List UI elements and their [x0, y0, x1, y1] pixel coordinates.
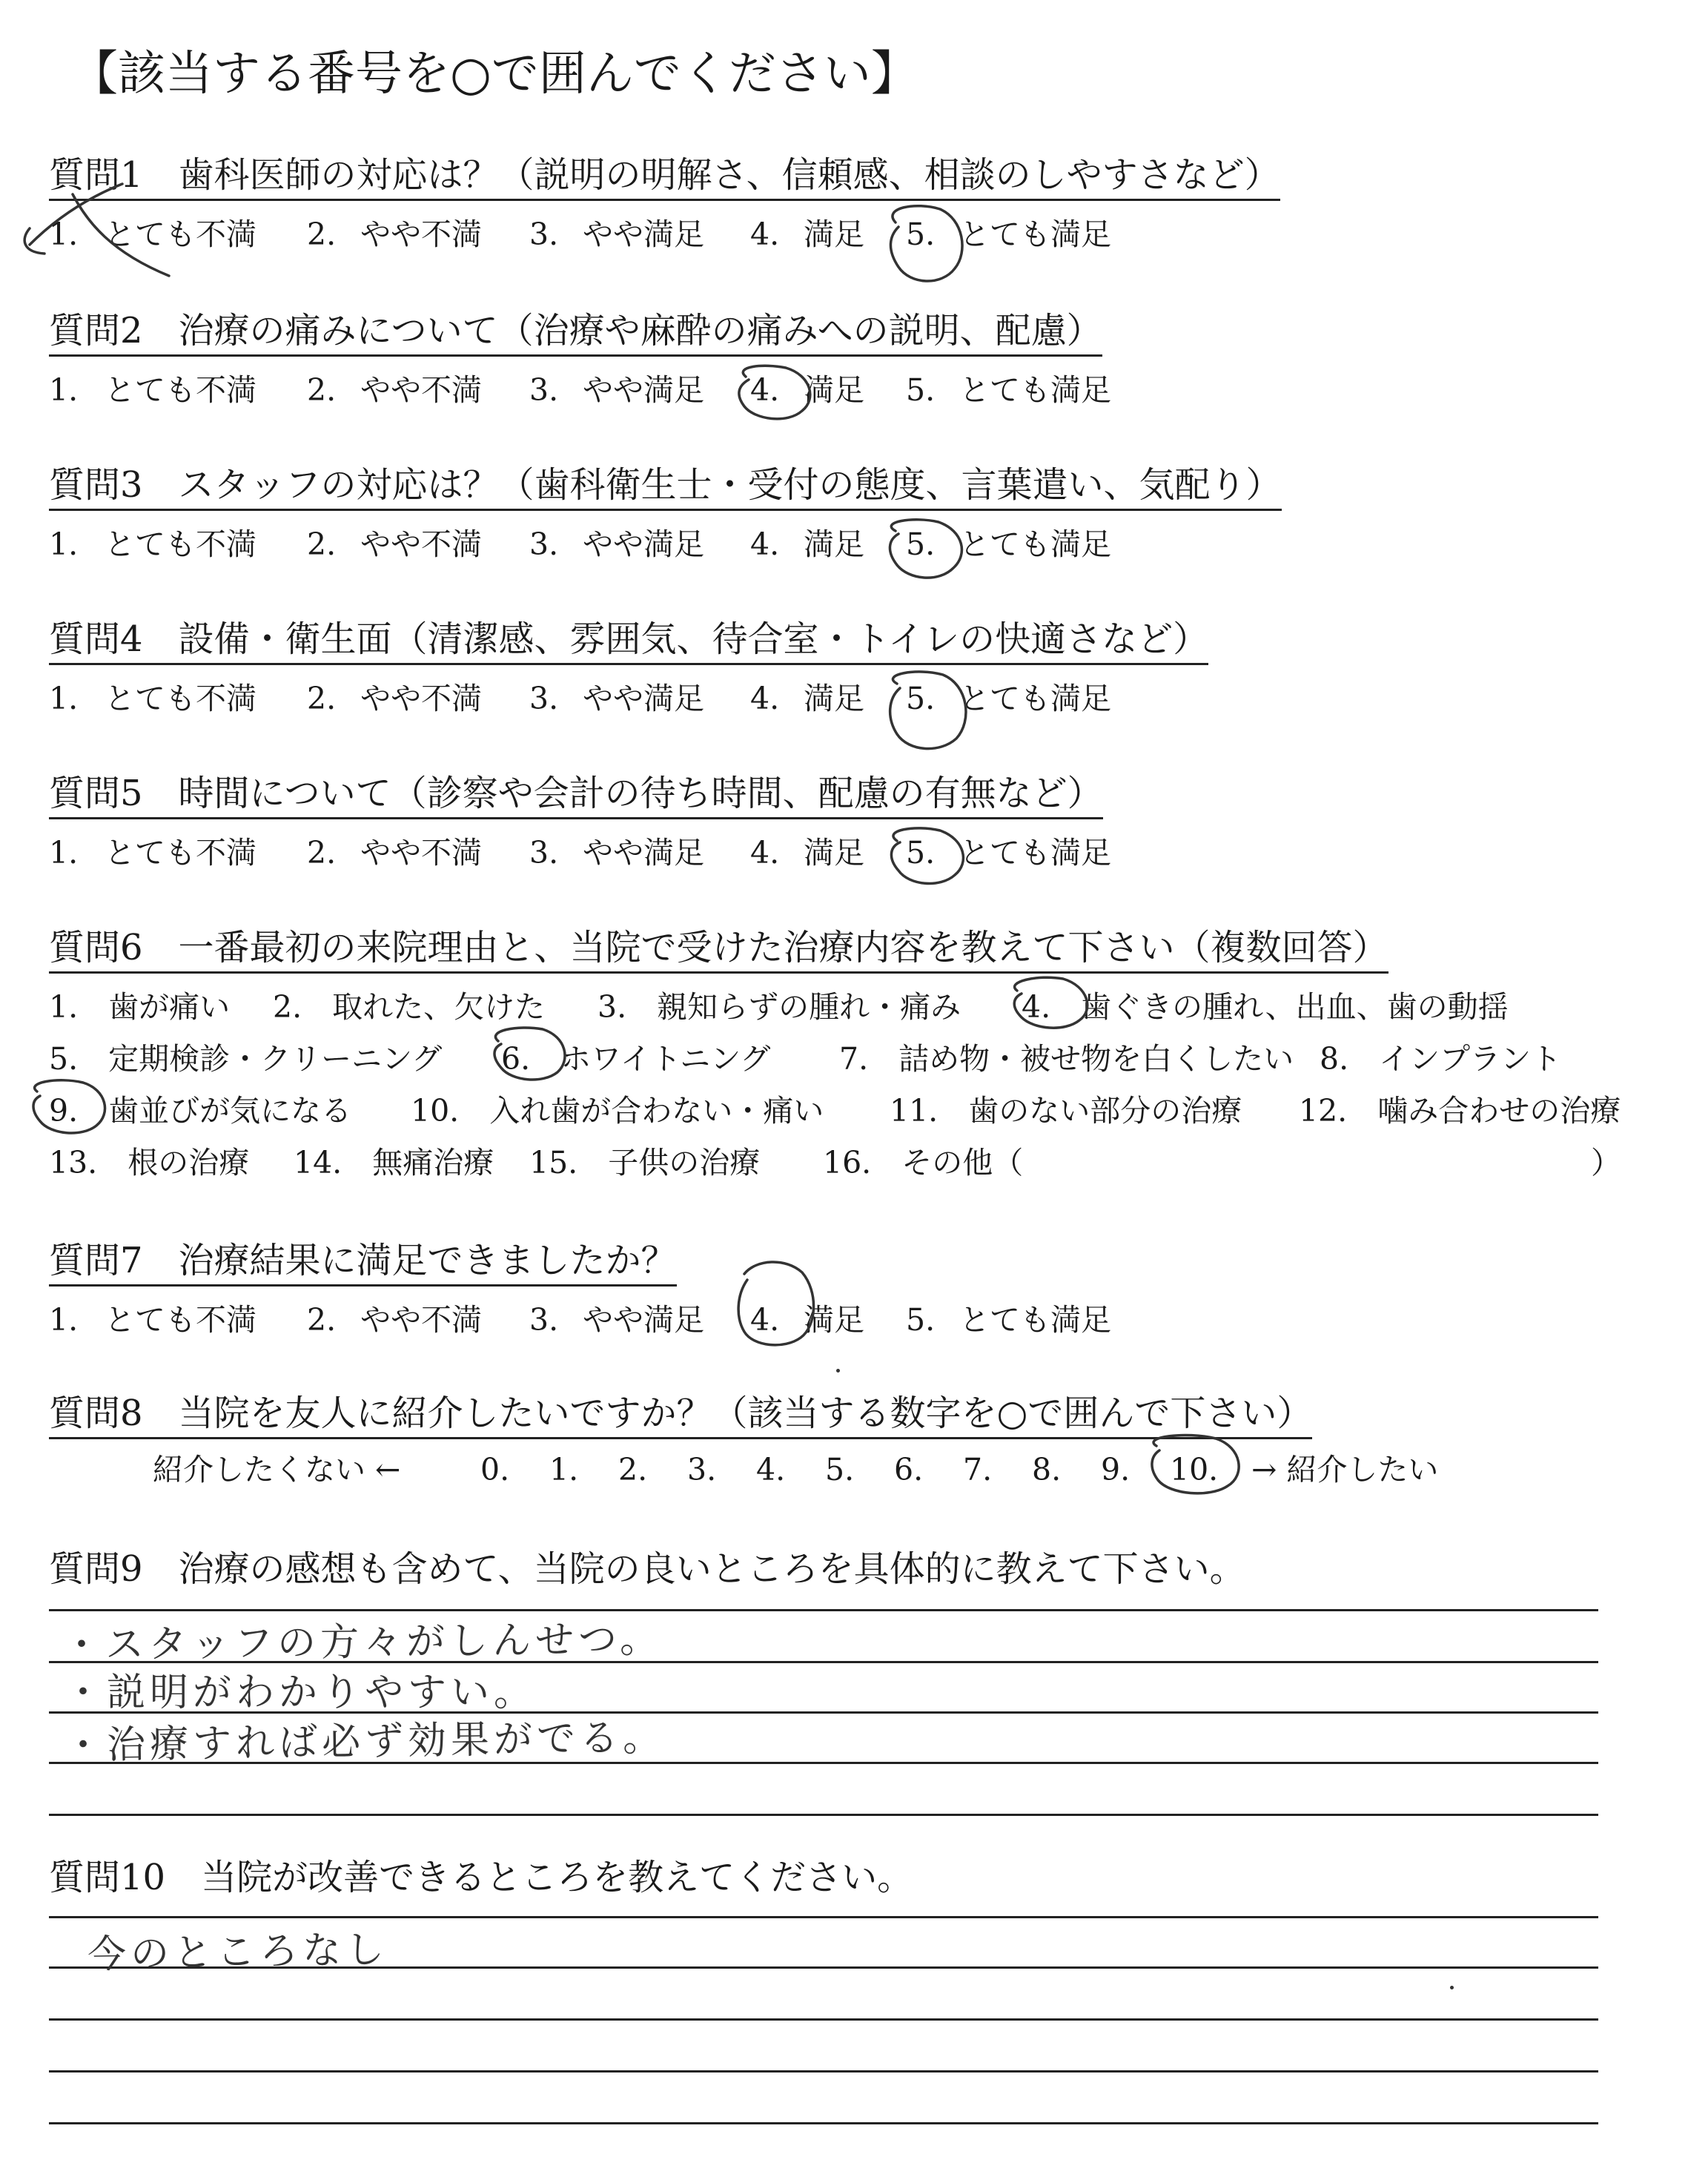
q1-crossout-mark	[24, 228, 44, 254]
q5-option-4-label[interactable]: 満足	[804, 835, 864, 871]
q2-option-1-num[interactable]: 1.	[49, 372, 79, 408]
question-6: 質問6 一番最初の来院理由と、当院で受けた治療内容を教えて下さい（複数回答）	[49, 930, 1388, 974]
q10-answer-line-5	[49, 2122, 1598, 2124]
q1-option-2-label[interactable]: やや不満	[360, 217, 482, 252]
question-5: 質問5 時間について（診察や会計の待ち時間、配慮の有無など）	[49, 776, 1103, 819]
speck-mark	[836, 1369, 840, 1373]
q10-answer-line-1	[49, 1916, 1598, 1918]
question-9: 質問9 治療の感想も含めて、当院の良いところを具体的に教えて下さい。	[49, 1548, 1245, 1590]
q9-answer-3: ・治療すれば必ず効果がでる。	[63, 1715, 666, 1768]
q4-option-4-num[interactable]: 4.	[750, 681, 780, 716]
q6-option-6[interactable]: 6. ホワイトニング	[501, 1041, 771, 1077]
q7-option-3-label[interactable]: やや満足	[583, 1302, 704, 1338]
q6-option-14[interactable]: 14. 無痛治療	[294, 1145, 494, 1180]
q1-option-5-num[interactable]: 5.	[906, 217, 936, 252]
q8-left-label: 紹介したくない ←	[153, 1452, 401, 1487]
q3-option-5-label[interactable]: とても満足	[959, 526, 1111, 562]
q9-answer-1: ・スタッフの方々がしんせつ。	[62, 1616, 663, 1668]
q1-option-3-label[interactable]: やや満足	[583, 217, 704, 252]
q3-option-2-label[interactable]: やや不満	[360, 526, 482, 562]
q1-option-5-label[interactable]: とても満足	[959, 217, 1111, 252]
q9-answer-line-5	[49, 1814, 1598, 1816]
q8-right-label: → 紹介したい	[1251, 1452, 1439, 1487]
q8-score-3[interactable]: 3.	[687, 1452, 717, 1487]
q6-option-1[interactable]: 1. 歯が痛い	[49, 989, 231, 1025]
q3-option-1-num[interactable]: 1.	[49, 526, 79, 562]
q8-score-4[interactable]: 4.	[756, 1452, 786, 1487]
q6-option-16-close: ）	[1591, 1145, 1621, 1180]
q7-option-2-num[interactable]: 2.	[307, 1302, 337, 1338]
q2-option-5-label[interactable]: とても満足	[959, 372, 1111, 408]
q6-option-7[interactable]: 7. 詰め物・被せ物を白くしたい	[839, 1041, 1294, 1077]
q2-option-2-label[interactable]: やや不満	[360, 372, 482, 408]
q8-score-2[interactable]: 2.	[618, 1452, 648, 1487]
q2-option-5-num[interactable]: 5.	[906, 372, 936, 408]
q6-option-12[interactable]: 12. 噛み合わせの治療	[1299, 1093, 1621, 1129]
q2-option-3-num[interactable]: 3.	[529, 372, 559, 408]
q7-option-4-label[interactable]: 満足	[804, 1302, 864, 1338]
q6-option-3[interactable]: 3. 親知らずの腫れ・痛み	[598, 989, 961, 1025]
q2-option-4-num[interactable]: 4.	[750, 372, 780, 408]
q3-option-5-num[interactable]: 5.	[906, 526, 936, 562]
q10-answer-line-4	[49, 2070, 1598, 2073]
q6-option-2[interactable]: 2. 取れた、欠けた	[273, 989, 546, 1025]
q1-option-4-label[interactable]: 満足	[804, 217, 864, 252]
q2-option-3-label[interactable]: やや満足	[583, 372, 704, 408]
question-7: 質問7 治療結果に満足できましたか？	[49, 1243, 677, 1287]
q2-option-4-label[interactable]: 満足	[804, 372, 864, 408]
q4-option-2-num[interactable]: 2.	[307, 681, 337, 716]
q2-option-1-label[interactable]: とても不満	[105, 372, 256, 408]
q4-option-4-label[interactable]: 満足	[804, 681, 864, 716]
q6-option-8[interactable]: 8. インプラント	[1320, 1041, 1562, 1077]
q6-option-16[interactable]: 16. その他（	[823, 1145, 1024, 1180]
q7-option-2-label[interactable]: やや不満	[360, 1302, 482, 1338]
q7-option-1-num[interactable]: 1.	[49, 1302, 79, 1338]
q5-option-2-label[interactable]: やや不満	[360, 835, 482, 871]
question-10: 質問10 当院が改善できるところを教えてください。	[49, 1857, 913, 1898]
q6-option-5[interactable]: 5. 定期検診・クリーニング	[49, 1041, 443, 1077]
question-1: 質問1 歯科医師の対応は？（説明の明解さ、信頼感、相談のしやすさなど）	[49, 157, 1280, 201]
question-8: 質問8 当院を友人に紹介したいですか？（該当する数字を○で囲んで下さい）	[49, 1396, 1312, 1439]
q3-option-2-num[interactable]: 2.	[307, 526, 337, 562]
q10-answer-1: 今のところなし	[87, 1927, 389, 1978]
q2-option-2-num[interactable]: 2.	[307, 372, 337, 408]
q4-option-3-num[interactable]: 3.	[529, 681, 559, 716]
q5-option-1-num[interactable]: 1.	[49, 835, 79, 871]
page-title: 【該当する番号を○で囲んでください】	[70, 47, 918, 102]
q7-option-4-num[interactable]: 4.	[750, 1302, 780, 1338]
question-2: 質問2 治療の痛みについて（治療や麻酔の痛みへの説明、配慮）	[49, 313, 1102, 357]
q3-option-3-label[interactable]: やや満足	[583, 526, 704, 562]
q4-option-1-num[interactable]: 1.	[49, 681, 79, 716]
question-3: 質問3 スタッフの対応は？（歯科衛生士・受付の態度、言葉遣い、気配り）	[49, 467, 1282, 511]
q4-option-1-label[interactable]: とても不満	[105, 681, 256, 716]
q5-option-5-label[interactable]: とても満足	[959, 835, 1111, 871]
q4-option-5-label[interactable]: とても満足	[959, 681, 1111, 716]
q5-option-3-label[interactable]: やや満足	[583, 835, 704, 871]
q6-option-10[interactable]: 10. 入れ歯が合わない・痛い	[411, 1093, 824, 1129]
speck-mark	[1450, 1986, 1454, 1989]
q5-option-5-num[interactable]: 5.	[906, 835, 936, 871]
q1-option-4-num[interactable]: 4.	[750, 217, 780, 252]
q4-option-5-num[interactable]: 5.	[906, 681, 936, 716]
q8-score-5[interactable]: 5.	[825, 1452, 855, 1487]
q9-answer-2: ・説明がわかりやすい。	[64, 1671, 537, 1715]
q8-score-6[interactable]: 6.	[894, 1452, 924, 1487]
q10-answer-line-3	[49, 2018, 1598, 2021]
q7-option-5-label[interactable]: とても満足	[959, 1302, 1111, 1338]
q6-option-15[interactable]: 15. 子供の治療	[529, 1145, 761, 1180]
q7-option-1-label[interactable]: とても不満	[105, 1302, 256, 1338]
q5-option-3-num[interactable]: 3.	[529, 835, 559, 871]
q3-option-3-num[interactable]: 3.	[529, 526, 559, 562]
q7-option-3-num[interactable]: 3.	[529, 1302, 559, 1338]
q8-score-10[interactable]: 10.	[1170, 1452, 1219, 1487]
q3-option-4-label[interactable]: 満足	[804, 526, 864, 562]
q3-option-1-label[interactable]: とても不満	[105, 526, 256, 562]
q8-score-9[interactable]: 9.	[1101, 1452, 1131, 1487]
q6-option-4[interactable]: 4. 歯ぐきの腫れ、出血、歯の動揺	[1022, 989, 1509, 1025]
question-4: 質問4 設備・衛生面（清潔感、雰囲気、待合室・トイレの快適さなど）	[49, 621, 1208, 665]
q8-score-8[interactable]: 8.	[1032, 1452, 1062, 1487]
q1-option-2-num[interactable]: 2.	[307, 217, 337, 252]
q5-option-4-num[interactable]: 4.	[750, 835, 780, 871]
q5-option-2-num[interactable]: 2.	[307, 835, 337, 871]
q1-option-1-num[interactable]: 1.	[49, 217, 79, 252]
q6-option-9[interactable]: 9. 歯並びが気になる	[49, 1093, 352, 1129]
q1-option-3-num[interactable]: 3.	[529, 217, 559, 252]
q8-score-7[interactable]: 7.	[963, 1452, 993, 1487]
q5-option-1-label[interactable]: とても不満	[105, 835, 256, 871]
q3-option-4-num[interactable]: 4.	[750, 526, 780, 562]
q8-score-0[interactable]: 0.	[480, 1452, 510, 1487]
q8-score-1[interactable]: 1.	[549, 1452, 579, 1487]
q4-option-2-label[interactable]: やや不満	[360, 681, 482, 716]
q1-option-1-label[interactable]: とても不満	[105, 217, 256, 252]
q6-option-11[interactable]: 11. 歯のない部分の治療	[890, 1093, 1242, 1129]
q4-option-3-label[interactable]: やや満足	[583, 681, 704, 716]
q7-option-5-num[interactable]: 5.	[906, 1302, 936, 1338]
q6-option-13[interactable]: 13. 根の治療	[49, 1145, 250, 1180]
